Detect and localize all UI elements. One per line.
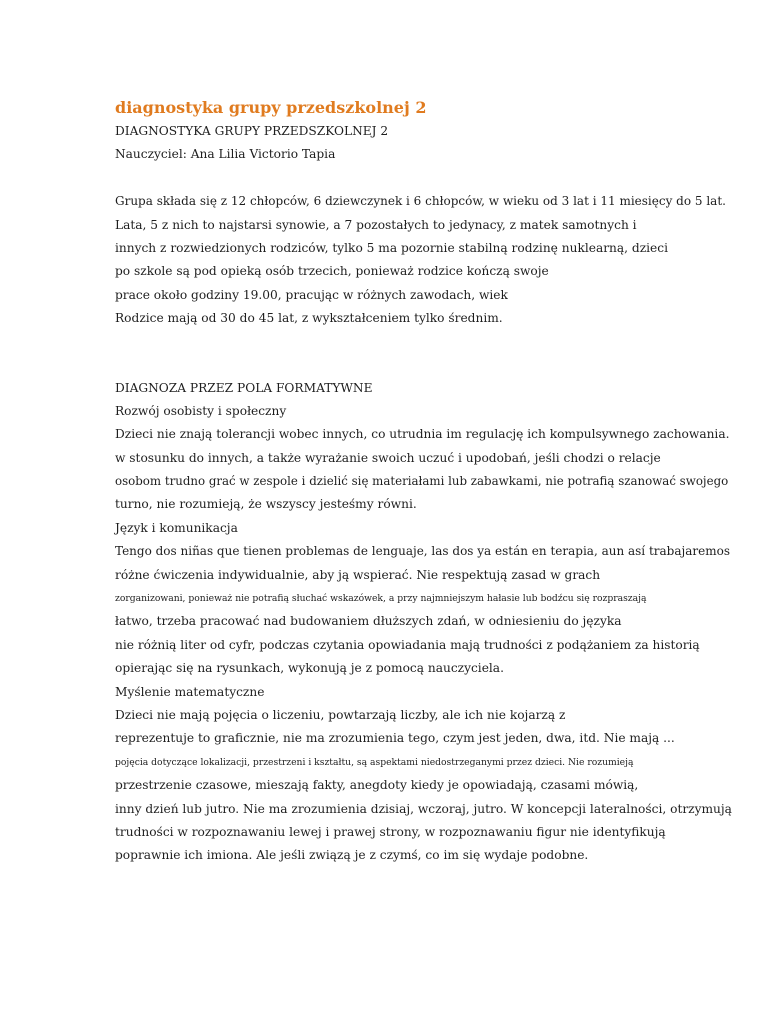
spacer <box>115 331 735 377</box>
paragraph-line: łatwo, trzeba pracować nad budowaniem dłuższych zdań, w odniesieniu do języka <box>115 614 622 629</box>
group-paragraph <box>115 190 735 330</box>
paragraph-line: turno, nie rozumieją, że wszyscy jesteśmy równi. <box>115 497 417 512</box>
subsection-heading: Myślenie matematyczne <box>115 684 265 699</box>
subsection-heading: Język i komunikacja <box>115 520 238 535</box>
paragraph-line: Lata, 5 z nich to najstarsi synowie, a 7 pozostałych to jedynacy, z matek samotnych i <box>115 217 637 232</box>
paragraph-line: Rodzice mają od 30 do 45 lat, z wykształceniem tylko średnim. <box>115 311 503 326</box>
paragraph-line: osobom trudno grać w zespole i dzielić się materiałami lub zabawkami, nie potrafią szanować swojego <box>115 474 729 489</box>
paragraph-line: opierając się na rysunkach, wykonują je z pomocą nauczyciela. <box>115 661 504 676</box>
paragraph-line: po szkole są pod opieką osób trzecich, ponieważ rodzice kończą swoje <box>115 264 549 279</box>
document-title: diagnostyka grupy przedszkolnej 2 <box>115 98 427 117</box>
paragraph-line: inny dzień lub jutro. Nie ma zrozumienia dzisiaj, wczoraj, jutro. W koncepcji lateralności, otrzymują <box>115 801 732 816</box>
paragraph-line: Grupa składa się z 12 chłopców, 6 dziewczynek i 6 chłopców, w wieku od 3 lat i 11 miesięcy do 5 lat. <box>115 194 726 209</box>
spacer <box>115 167 735 190</box>
paragraph-line-small: zorganizowani, ponieważ nie potrafią słuchać wskazówek, a przy najmniejszym hałasie lub bodźcu się rozpraszają <box>115 593 647 605</box>
paragraph-line: prace około godziny 19.00, pracując w różnych zawodach, wiek <box>115 287 508 302</box>
diagnosis-section <box>115 377 735 868</box>
subsection-heading: Rozwój osobisty i społeczny <box>115 403 287 418</box>
paragraph-line: Tengo dos niñas que tienen problemas de lenguaje, las dos ya están en terapia, aun así trabajaremos <box>115 544 730 559</box>
paragraph-line: przestrzenie czasowe, mieszają fakty, anegdoty kiedy je opowiadają, czasami mówią, <box>115 778 639 793</box>
document-page <box>115 96 735 868</box>
doc-heading: DIAGNOSTYKA GRUPY PRZEDSZKOLNEJ 2 <box>115 124 389 138</box>
paragraph-line: różne ćwiczenia indywidualnie, aby ją wspierać. Nie respektują zasad w grach <box>115 567 601 582</box>
section-heading: DIAGNOZA PRZEZ POLA FORMATYWNE <box>115 380 373 395</box>
paragraph-line: poprawnie ich imiona. Ale jeśli związą je z czymś, co im się wydaje podobne. <box>115 848 589 863</box>
paragraph-line: trudności w rozpoznawaniu lewej i prawej strony, w rozpoznawaniu figur nie identyfikują <box>115 824 666 839</box>
paragraph-line: w stosunku do innych, a także wyrażanie swoich uczuć i upodobań, jeśli chodzi o relacje <box>115 450 661 465</box>
paragraph-line-small: pojęcia dotyczące lokalizacji, przestrzeni i kształtu, są aspektami niedostrzeganymi przez dzieci. Nie rozumieją <box>115 756 634 768</box>
paragraph-line: reprezentuje to graficznie, nie ma zrozumienia tego, czym jest jeden, dwa, itd. Nie mają ... <box>115 731 675 746</box>
paragraph-line: nie różnią liter od cyfr, podczas czytania opowiadania mają trudności z podążaniem za historią <box>115 637 700 652</box>
teacher-line: Nauczyciel: Ana Lilia Victorio Tapia <box>115 147 336 162</box>
paragraph-line: innych z rozwiedzionych rodziców, tylko 5 ma pozornie stabilną rodzinę nuklearną, dzieci <box>115 240 668 255</box>
paragraph-line: Dzieci nie znają tolerancji wobec innych, co utrudnia im regulację ich kompulsywnego zachowania. <box>115 427 730 442</box>
paragraph-line: Dzieci nie mają pojęcia o liczeniu, powtarzają liczby, ale ich nie kojarzą z <box>115 707 566 722</box>
